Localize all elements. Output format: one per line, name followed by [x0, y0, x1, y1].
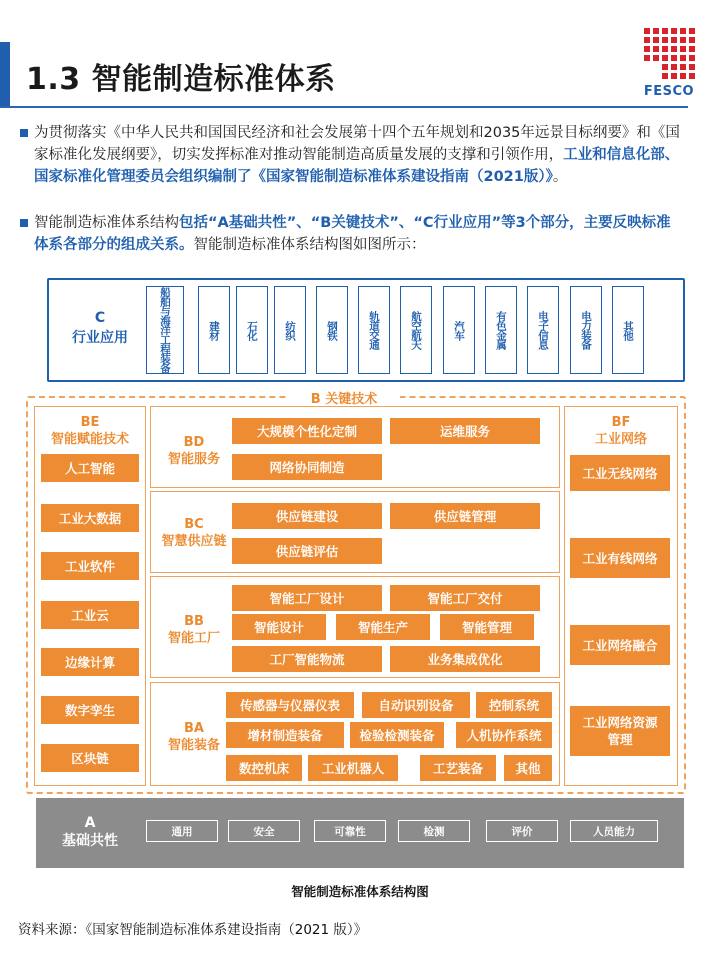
source-note: 资料来源：《国家智能制造标准体系建设指南（2021 版）》 [18, 922, 368, 938]
bb-code: BB [184, 614, 204, 629]
be-tile: 区块链 [41, 744, 139, 772]
ba-tile: 工业机器人 [308, 755, 398, 781]
section-c-label [58, 308, 142, 348]
logo-dot [680, 64, 686, 70]
logo-dot [662, 28, 668, 34]
bullet-square-icon [20, 219, 28, 227]
bc-tile: 供应链管理 [390, 503, 540, 529]
logo-dot [689, 73, 695, 79]
bb-tile: 工厂智能物流 [232, 646, 382, 672]
a-foundation-item: 可靠性 [314, 820, 386, 842]
logo-text: FESCO [643, 84, 695, 99]
c-industry-item: 石化 [236, 286, 268, 374]
logo-dot [680, 73, 686, 79]
bb-name: 智能工厂 [167, 631, 220, 646]
logo-dot [689, 37, 695, 43]
logo-dot [680, 28, 686, 34]
be-group-label [34, 414, 146, 448]
a-foundation-item: 评价 [486, 820, 558, 842]
ba-tile: 增材制造装备 [226, 722, 344, 748]
logo-dot [644, 37, 650, 43]
bd-tile: 大规模个性化定制 [232, 418, 382, 444]
section-b-title: B 关键技术 [288, 388, 400, 407]
c-industry-item: 轨道交通 [358, 286, 390, 374]
p1-text: 为贯彻落实《中华人民共和国国民经济和社会发展第十四个五年规划和2035年远景目标纲要》和《国家标准化发展纲要》，切实发挥标准对推动智能制造高质量发展的支撑和引领作用， [34, 125, 680, 163]
p2-end-text: 智能制造标准体系结构图如图所示： [193, 237, 426, 253]
intro-paragraph-1 [34, 122, 684, 188]
bc-group-label [152, 516, 236, 550]
bf-code: BF [611, 415, 631, 430]
p2-bold-text: 包括“A基础共性”、“B关键技术”、“C行业应用”等3个部分，主要反映标准体系各部分的组成关系。 [34, 215, 671, 253]
logo-dot [662, 64, 668, 70]
bf-tile: 工业网络融合 [570, 625, 670, 665]
be-tile: 工业大数据 [41, 504, 139, 532]
logo-dot [653, 28, 659, 34]
title-divider [0, 106, 688, 108]
ba-tile: 检验检测装备 [350, 722, 444, 748]
p2-text: 智能制造标准体系结构 [34, 215, 179, 231]
bf-tile: 工业无线网络 [570, 455, 670, 491]
section-c-code: C [94, 310, 106, 326]
be-code: BE [80, 415, 100, 430]
bf-group-label [564, 414, 678, 448]
logo-dot [644, 28, 650, 34]
ba-tile: 其他 [504, 755, 552, 781]
logo-dot [653, 37, 659, 43]
ba-group-label [152, 720, 236, 754]
intro-paragraph-2 [34, 212, 684, 256]
logo-dot [662, 55, 668, 61]
page-title: 1.3 智能制造标准体系 [26, 62, 336, 97]
bc-code: BC [184, 517, 204, 532]
c-industry-item: 钢铁 [316, 286, 348, 374]
logo-dot [644, 46, 650, 52]
bd-code: BD [183, 435, 205, 450]
bd-name: 智能服务 [167, 452, 220, 467]
a-foundation-item: 通用 [146, 820, 218, 842]
logo-dot [662, 46, 668, 52]
ba-tile: 控制系统 [476, 692, 552, 718]
logo-dot [689, 28, 695, 34]
logo-dot [662, 37, 668, 43]
logo-dot [680, 46, 686, 52]
bb-group-label [152, 613, 236, 647]
fesco-logo [640, 26, 698, 104]
logo-dot [662, 73, 668, 79]
c-industry-item: 电子信息 [527, 286, 559, 374]
logo-dot [671, 64, 677, 70]
a-foundation-item: 检测 [398, 820, 470, 842]
be-tile: 工业云 [41, 601, 139, 629]
logo-dot [671, 73, 677, 79]
ba-tile: 人机协作系统 [456, 722, 552, 748]
bullet-square-icon [20, 129, 28, 137]
c-industry-item: 其他 [612, 286, 644, 374]
logo-dot [653, 55, 659, 61]
c-industry-item: 船舶与海洋工程装备 [146, 286, 184, 374]
c-industry-item: 汽车 [443, 286, 475, 374]
c-industry-item: 电力装备 [570, 286, 602, 374]
section-c-name: 行业应用 [72, 330, 128, 346]
bd-tile: 网络协同制造 [232, 454, 382, 480]
section-a-code: A [84, 815, 96, 831]
logo-dot [644, 55, 650, 61]
ba-tile: 传感器与仪器仪表 [226, 692, 354, 718]
p1-bold-text: 工业和信息化部、国家标准化管理委员会组织编制了《国家智能制造标准体系建设指南（2021版）》 [34, 147, 680, 185]
bd-tile: 运维服务 [390, 418, 540, 444]
logo-dot [680, 55, 686, 61]
logo-dot [689, 64, 695, 70]
c-industry-item: 航空航天 [400, 286, 432, 374]
logo-dot [671, 55, 677, 61]
be-tile: 数字孪生 [41, 696, 139, 724]
bc-tile: 供应链建设 [232, 503, 382, 529]
title-accent-bar [0, 42, 10, 108]
bb-tile: 智能设计 [232, 614, 326, 640]
bc-name: 智慧供应链 [161, 534, 227, 549]
a-foundation-item: 人员能力 [570, 820, 658, 842]
ba-tile: 数控机床 [226, 755, 302, 781]
ba-tile: 工艺装备 [420, 755, 496, 781]
c-industry-item: 有色金属 [485, 286, 517, 374]
logo-dot [671, 37, 677, 43]
logo-dot [689, 46, 695, 52]
bd-group-label [152, 434, 236, 468]
be-tile: 工业软件 [41, 552, 139, 580]
be-tile: 人工智能 [41, 454, 139, 482]
bb-tile: 智能管理 [440, 614, 534, 640]
a-foundation-item: 安全 [228, 820, 300, 842]
diagram-caption: 智能制造标准体系结构图 [291, 884, 429, 899]
logo-dot [653, 46, 659, 52]
be-tile: 边缘计算 [41, 648, 139, 676]
logo-dot [671, 28, 677, 34]
c-industry-item: 建材 [198, 286, 230, 374]
section-a-label [44, 814, 136, 850]
bf-name: 工业网络 [594, 432, 647, 447]
ba-name: 智能装备 [167, 738, 220, 753]
bb-tile: 业务集成优化 [390, 646, 540, 672]
be-name: 智能赋能技术 [50, 432, 129, 447]
bf-tile: 工业有线网络 [570, 538, 670, 578]
logo-dot [689, 55, 695, 61]
c-industry-item: 纺织 [274, 286, 306, 374]
bb-tile: 智能工厂交付 [390, 585, 540, 611]
bc-tile: 供应链评估 [232, 538, 382, 564]
bb-tile: 智能生产 [336, 614, 430, 640]
section-a-name: 基础共性 [62, 833, 118, 849]
ba-tile: 自动识别设备 [362, 692, 470, 718]
logo-dot [680, 37, 686, 43]
logo-dot [671, 46, 677, 52]
ba-code: BA [184, 721, 204, 736]
bf-tile: 工业网络资源管理 [570, 706, 670, 756]
bb-tile: 智能工厂设计 [232, 585, 382, 611]
p1-end: 。 [552, 169, 568, 185]
